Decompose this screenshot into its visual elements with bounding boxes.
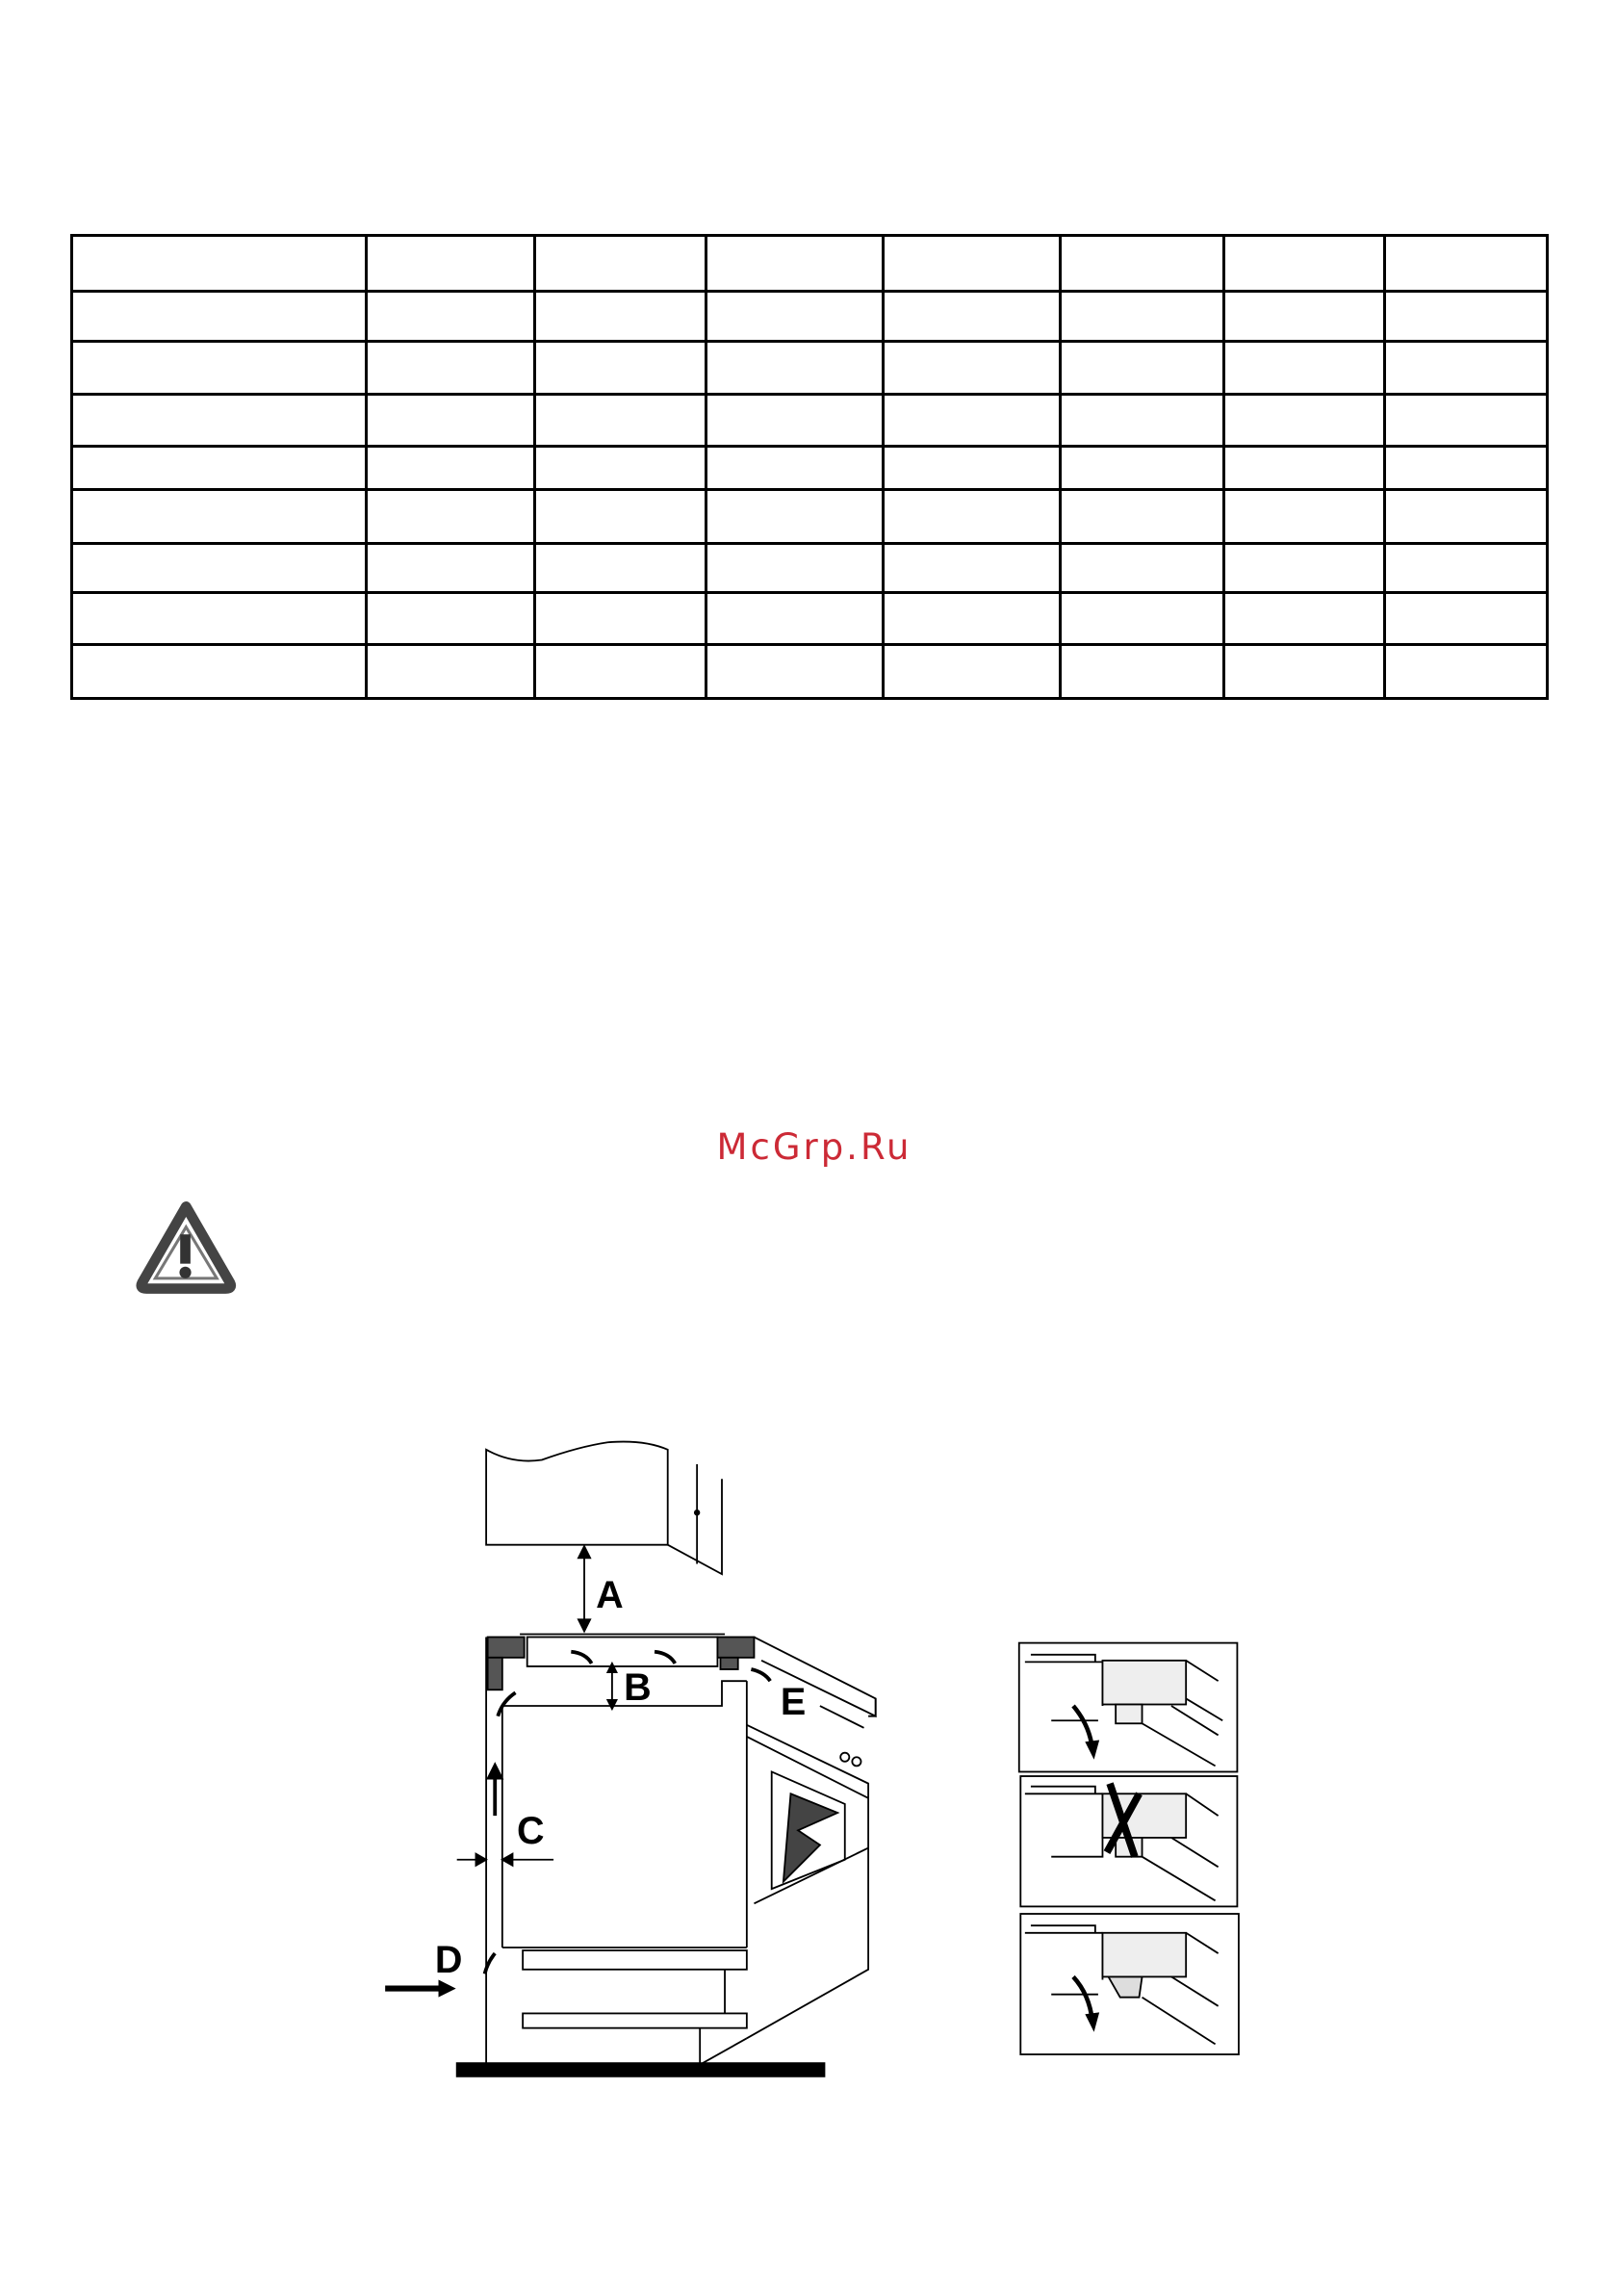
clearance-a-arrow — [578, 1546, 590, 1631]
watermark: McGrp.Ru — [716, 1126, 912, 1168]
base-cabinet — [486, 1638, 876, 2065]
airflow-inlet-arrow — [385, 1981, 453, 1996]
mounting-detail-correct-1 — [1019, 1643, 1238, 1772]
mounting-detail-incorrect — [1020, 1776, 1237, 1906]
label-b: B — [624, 1665, 652, 1709]
floor — [457, 2063, 825, 2077]
label-d: D — [434, 1938, 463, 1981]
wall-cabinet — [486, 1442, 722, 1575]
hob — [520, 1634, 725, 1665]
label-a: A — [596, 1574, 624, 1617]
label-c: C — [517, 1809, 545, 1852]
label-e: E — [780, 1681, 807, 1724]
warning-triangle-icon — [141, 1206, 231, 1288]
mounting-detail-correct-2 — [1020, 1914, 1239, 2054]
clearance-c-arrows — [457, 1854, 553, 1866]
clearance-b-arrow — [607, 1664, 616, 1709]
